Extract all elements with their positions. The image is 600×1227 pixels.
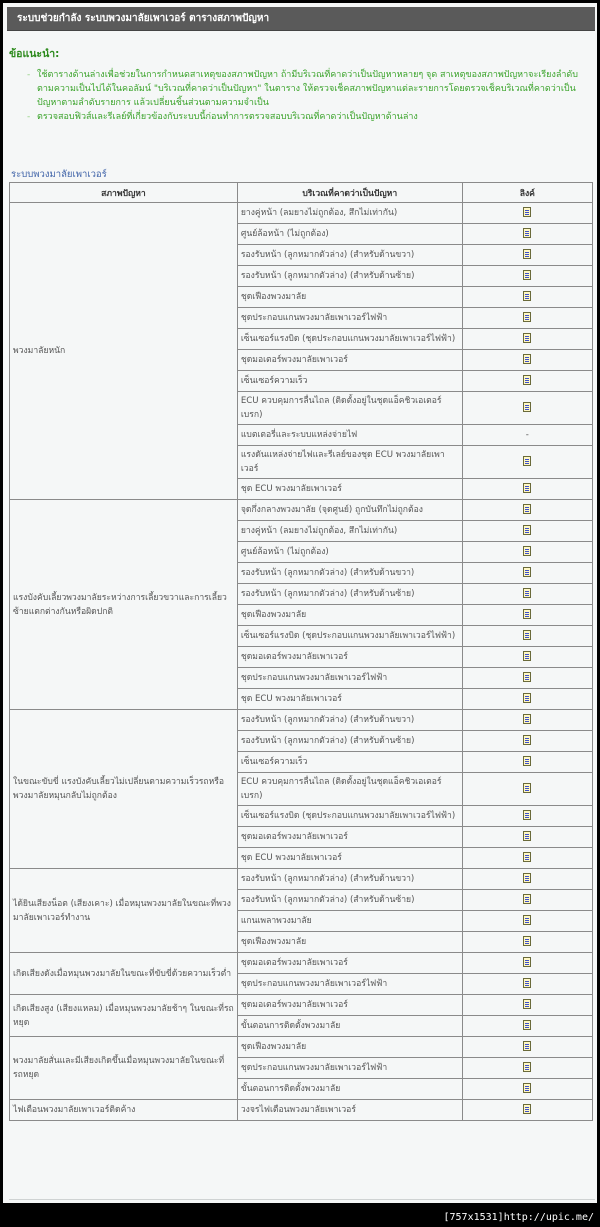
table-row	[10, 953, 593, 974]
document-link-icon[interactable]	[523, 207, 531, 217]
document-link-icon[interactable]	[523, 567, 531, 577]
link-cell	[462, 308, 592, 329]
suspected-area-cell: ชุดประกอบแกนพวงมาลัยเพาเวอร์ไฟฟ้า	[237, 1058, 462, 1079]
link-cell	[462, 584, 592, 605]
suspected-area-cell: ชุดเฟืองพวงมาลัย	[237, 287, 462, 308]
link-cell	[462, 245, 592, 266]
link-cell	[462, 869, 592, 890]
link-cell	[462, 350, 592, 371]
suspected-area-cell: ชุดมอเตอร์พวงมาลัยเพาเวอร์	[237, 647, 462, 668]
condition-cell: พวงมาลัยสั่นและมีเสียงเกิดขึ้นเมื่อหมุนพวงมาลัยในขณะที่รถหยุด	[10, 1037, 238, 1100]
link-cell	[462, 668, 592, 689]
document-link-icon[interactable]	[523, 1020, 531, 1030]
link-cell	[462, 710, 592, 731]
suspected-area-cell: ชุด ECU พวงมาลัยเพาเวอร์	[237, 848, 462, 869]
link-cell	[462, 203, 592, 224]
suspected-area-cell: ศูนย์ล้อหน้า (ไม่ถูกต้อง)	[237, 542, 462, 563]
document-link-icon[interactable]	[523, 783, 531, 793]
suspected-area-cell: ขั้นตอนการติดตั้งพวงมาลัย	[237, 1079, 462, 1100]
link-cell	[462, 1100, 592, 1121]
document-link-icon[interactable]	[523, 672, 531, 682]
document-link-icon[interactable]	[523, 1041, 531, 1051]
suspected-area-cell: ECU ควบคุมการลื่นไถล (ติดตั้งอยู่ในชุดแอ็คชิวเอเตอร์เบรก)	[237, 773, 462, 806]
link-cell	[462, 287, 592, 308]
suspected-area-cell: ยางคู่หน้า (ลมยางไม่ถูกต้อง, สึกไม่เท่ากัน)	[237, 203, 462, 224]
link-cell	[462, 329, 592, 350]
suspected-area-cell: ชุด ECU พวงมาลัยเพาเวอร์	[237, 479, 462, 500]
advice-heading: ข้อแนะนำ:	[9, 48, 60, 60]
document-link-icon[interactable]	[523, 630, 531, 640]
table-row	[10, 500, 593, 521]
table-body	[10, 203, 593, 1121]
suspected-area-cell: เซ็นเซอร์แรงบิด (ชุดประกอบแกนพวงมาลัยเพาเวอร์ไฟฟ้า)	[237, 626, 462, 647]
link-cell	[462, 1058, 592, 1079]
suspected-area-cell: ชุดประกอบแกนพวงมาลัยเพาเวอร์ไฟฟ้า	[237, 308, 462, 329]
suspected-area-cell: เซ็นเซอร์แรงบิด (ชุดประกอบแกนพวงมาลัยเพาเวอร์ไฟฟ้า)	[237, 329, 462, 350]
document-link-icon[interactable]	[523, 936, 531, 946]
link-cell	[462, 995, 592, 1016]
document-link-icon[interactable]	[523, 483, 531, 493]
suspected-area-cell: ชุดมอเตอร์พวงมาลัยเพาเวอร์	[237, 827, 462, 848]
document-link-icon[interactable]	[523, 957, 531, 967]
suspected-area-cell: รองรับหน้า (ลูกหมากตัวล่าง) (สำหรับด้านซ้าย)	[237, 731, 462, 752]
document-link-icon[interactable]	[523, 402, 531, 412]
suspected-area-cell: เซ็นเซอร์แรงบิด (ชุดประกอบแกนพวงมาลัยเพาเวอร์ไฟฟ้า)	[237, 806, 462, 827]
link-cell	[462, 521, 592, 542]
footer-divider	[9, 1199, 595, 1203]
document-link-icon[interactable]	[523, 810, 531, 820]
suspected-area-cell: ขั้นตอนการติดตั้งพวงมาลัย	[237, 1016, 462, 1037]
header-suspected-area: บริเวณที่คาดว่าเป็นปัญหา	[237, 183, 462, 203]
link-cell	[462, 446, 592, 479]
document-link-icon[interactable]	[523, 546, 531, 556]
suspected-area-cell: ชุดมอเตอร์พวงมาลัยเพาเวอร์	[237, 953, 462, 974]
table-row	[10, 710, 593, 731]
condition-cell: เกิดเสียงสูง (เสียงแหลม) เมื่อหมุนพวงมาลัยช้าๆ ในขณะที่รถหยุด	[10, 995, 238, 1037]
advice-section	[9, 45, 593, 124]
link-cell	[462, 479, 592, 500]
document-link-icon[interactable]	[523, 873, 531, 883]
document-link-icon[interactable]	[523, 1104, 531, 1114]
document-link-icon[interactable]	[523, 978, 531, 988]
suspected-area-cell: รองรับหน้า (ลูกหมากตัวล่าง) (สำหรับด้านขวา)	[237, 563, 462, 584]
suspected-area-cell: แกนเพลาพวงมาลัย	[237, 911, 462, 932]
link-cell	[462, 266, 592, 287]
header-link: ลิงค์	[462, 183, 592, 203]
document-link-icon[interactable]	[523, 999, 531, 1009]
suspected-area-cell: รองรับหน้า (ลูกหมากตัวล่าง) (สำหรับด้านซ้าย)	[237, 890, 462, 911]
link-cell	[462, 605, 592, 626]
link-cell	[462, 392, 592, 425]
link-cell	[462, 563, 592, 584]
advice-item: - ใช้ตารางด้านล่างเพื่อช่วยในการกำหนดสาเหตุของสภาพปัญหา ถ้ามีบริเวณที่คาดว่าเป็นปัญหาหลายๆ จุด สาเหตุของสภาพปัญหาจะเรียงลำดับตามความเป็นไปได้ในคอลัมน์ "บริเวณที่คาดว่าเป็นปัญหา" ในตาราง ให้ตรวจเช็คสภาพปัญหาแต่ละรายการโดยตรวจเช็คบริเวณที่คาดว่าเป็นปัญหาตามลำดับรายการ แล้วเปลี่ยนชิ้นส่วนตามความจำเป็น	[37, 68, 593, 110]
document-link-icon[interactable]	[523, 354, 531, 364]
no-link-dash: -	[525, 430, 529, 440]
document-link-icon[interactable]	[523, 312, 531, 322]
suspected-area-cell: เซ็นเซอร์ความเร็ว	[237, 371, 462, 392]
watermark: [757x1531]http://upic.me/	[443, 1212, 594, 1223]
document-link-icon[interactable]	[523, 228, 531, 238]
link-cell	[462, 371, 592, 392]
link-cell	[462, 425, 592, 446]
document-link-icon[interactable]	[523, 504, 531, 514]
page	[3, 3, 597, 1203]
table-row	[10, 869, 593, 890]
link-cell	[462, 731, 592, 752]
document-link-icon[interactable]	[523, 270, 531, 280]
link-cell	[462, 500, 592, 521]
document-link-icon[interactable]	[523, 609, 531, 619]
document-link-icon[interactable]	[523, 588, 531, 598]
link-cell	[462, 626, 592, 647]
link-cell	[462, 848, 592, 869]
document-link-icon[interactable]	[523, 852, 531, 862]
suspected-area-cell: เซ็นเซอร์ความเร็ว	[237, 752, 462, 773]
link-cell	[462, 953, 592, 974]
suspected-area-cell: ชุด ECU พวงมาลัยเพาเวอร์	[237, 689, 462, 710]
suspected-area-cell: ชุดมอเตอร์พวงมาลัยเพาเวอร์	[237, 350, 462, 371]
link-cell	[462, 1016, 592, 1037]
suspected-area-cell: ชุดประกอบแกนพวงมาลัยเพาเวอร์ไฟฟ้า	[237, 668, 462, 689]
suspected-area-cell: รองรับหน้า (ลูกหมากตัวล่าง) (สำหรับด้านซ้าย)	[237, 584, 462, 605]
suspected-area-cell: รองรับหน้า (ลูกหมากตัวล่าง) (สำหรับด้านขวา)	[237, 869, 462, 890]
document-link-icon[interactable]	[523, 894, 531, 904]
header-condition: สภาพปัญหา	[10, 183, 238, 203]
suspected-area-cell: ศูนย์ล้อหน้า (ไม่ถูกต้อง)	[237, 224, 462, 245]
link-cell	[462, 890, 592, 911]
link-cell	[462, 1037, 592, 1058]
suspected-area-cell: แบตเตอรี่และระบบแหล่งจ่ายไฟ	[237, 425, 462, 446]
link-cell	[462, 1079, 592, 1100]
suspected-area-cell: ชุดมอเตอร์พวงมาลัยเพาเวอร์	[237, 995, 462, 1016]
link-cell	[462, 827, 592, 848]
table-row	[10, 1100, 593, 1121]
link-cell	[462, 752, 592, 773]
condition-cell: พวงมาลัยหนัก	[10, 203, 238, 500]
document-link-icon[interactable]	[523, 375, 531, 385]
advice-list	[9, 68, 593, 124]
problem-symptoms-table	[9, 182, 593, 1121]
suspected-area-cell: จุดกึ่งกลางพวงมาลัย (จุดศูนย์) ถูกบันทึกไม่ถูกต้อง	[237, 500, 462, 521]
link-cell	[462, 911, 592, 932]
advice-item: - ตรวจสอบฟิวส์และรีเลย์ที่เกี่ยวข้องกับระบบนี้ก่อนทำการตรวจสอบบริเวณที่คาดว่าเป็นปัญหาด้านล่าง	[37, 110, 593, 124]
suspected-area-cell: ECU ควบคุมการลื่นไถล (ติดตั้งอยู่ในชุดแอ็คชิวเอเตอร์เบรก)	[237, 392, 462, 425]
condition-cell: ในขณะขับขี่ แรงบังคับเลี้ยวไม่เปลี่ยนตามความเร็วรถหรือพวงมาลัยหมุนกลับไม่ถูกต้อง	[10, 710, 238, 869]
condition-cell: ได้ยินเสียงน็อต (เสียงเคาะ) เมื่อหมุนพวงมาลัยในขณะที่พวงมาลัยเพาเวอร์ทำงาน	[10, 869, 238, 953]
condition-cell: แรงบังคับเลี้ยวพวงมาลัยระหว่างการเลี้ยวขวาและการเลี้ยวซ้ายแตกต่างกันหรือผิดปกติ	[10, 500, 238, 710]
table-header-row	[10, 183, 593, 203]
suspected-area-cell: แรงดันแหล่งจ่ายไฟและรีเลย์ของชุด ECU พวงมาลัยเพาเวอร์	[237, 446, 462, 479]
document-link-icon[interactable]	[523, 915, 531, 925]
link-cell	[462, 224, 592, 245]
link-cell	[462, 647, 592, 668]
page-title: ระบบช่วยกำลัง ระบบพวงมาลัยเพาเวอร์ ตารางสภาพปัญหา	[7, 7, 595, 31]
suspected-area-cell: รองรับหน้า (ลูกหมากตัวล่าง) (สำหรับด้านขวา)	[237, 245, 462, 266]
condition-cell: ไฟเตือนพวงมาลัยเพาเวอร์ติดค้าง	[10, 1100, 238, 1121]
table-row	[10, 1037, 593, 1058]
suspected-area-cell: ยางคู่หน้า (ลมยางไม่ถูกต้อง, สึกไม่เท่ากัน)	[237, 521, 462, 542]
document-link-icon[interactable]	[523, 1062, 531, 1072]
link-cell	[462, 932, 592, 953]
document-link-icon[interactable]	[523, 714, 531, 724]
document-link-icon[interactable]	[523, 1083, 531, 1093]
suspected-area-cell: ชุดเฟืองพวงมาลัย	[237, 1037, 462, 1058]
table-row	[10, 995, 593, 1016]
suspected-area-cell: รองรับหน้า (ลูกหมากตัวล่าง) (สำหรับด้านซ้าย)	[237, 266, 462, 287]
document-link-icon[interactable]	[523, 651, 531, 661]
document-link-icon[interactable]	[523, 456, 531, 466]
link-cell	[462, 542, 592, 563]
document-link-icon[interactable]	[523, 831, 531, 841]
document-link-icon[interactable]	[523, 735, 531, 745]
document-link-icon[interactable]	[523, 333, 531, 343]
document-link-icon[interactable]	[523, 693, 531, 703]
suspected-area-cell: ชุดเฟืองพวงมาลัย	[237, 932, 462, 953]
document-link-icon[interactable]	[523, 525, 531, 535]
table-row	[10, 203, 593, 224]
suspected-area-cell: รองรับหน้า (ลูกหมากตัวล่าง) (สำหรับด้านขวา)	[237, 710, 462, 731]
section-title: ระบบพวงมาลัยเพาเวอร์	[11, 169, 107, 180]
suspected-area-cell: ชุดเฟืองพวงมาลัย	[237, 605, 462, 626]
link-cell	[462, 974, 592, 995]
suspected-area-cell: วงจรไฟเตือนพวงมาลัยเพาเวอร์	[237, 1100, 462, 1121]
document-link-icon[interactable]	[523, 756, 531, 766]
link-cell	[462, 689, 592, 710]
suspected-area-cell: ชุดประกอบแกนพวงมาลัยเพาเวอร์ไฟฟ้า	[237, 974, 462, 995]
document-link-icon[interactable]	[523, 249, 531, 259]
document-link-icon[interactable]	[523, 291, 531, 301]
condition-cell: เกิดเสียงดังเมื่อหมุนพวงมาลัยในขณะที่ขับขี่ด้วยความเร็วต่ำ	[10, 953, 238, 995]
link-cell	[462, 806, 592, 827]
link-cell	[462, 773, 592, 806]
